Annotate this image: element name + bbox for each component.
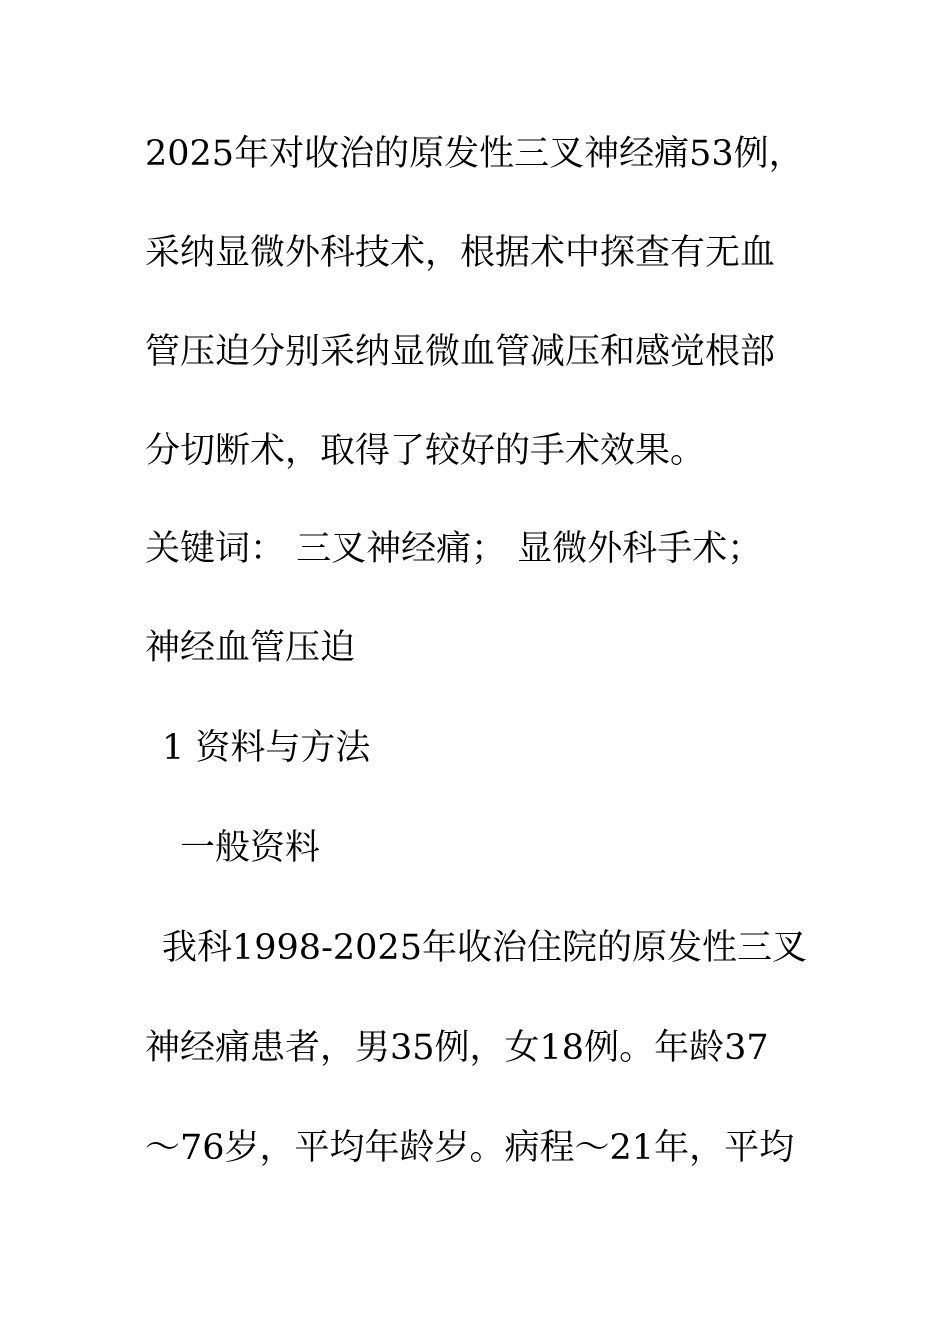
keywords-line: 关键词： 三叉神经痛； 显微外科手术； xyxy=(145,529,763,569)
abstract-line-3: 管压迫分别采纳显微血管减压和感觉根部 xyxy=(145,332,776,372)
body-line-1: 我科1998-2025年收治住院的原发性三叉 xyxy=(162,928,807,968)
section-heading: 1 资料与方法 xyxy=(162,728,371,768)
subsection-heading: 一般资料 xyxy=(180,828,321,868)
keywords-line-continued: 神经血管压迫 xyxy=(145,628,356,668)
body-line-3: ～76岁，平均年龄岁。病程～21年，平均 xyxy=(145,1128,795,1168)
abstract-line-2: 采纳显微外科技术，根据术中探查有无血 xyxy=(145,233,776,273)
abstract-line-1: 2025年对收治的原发性三叉神经痛53例， xyxy=(145,134,804,174)
body-line-2: 神经痛患者，男35例，女18例。年龄37 xyxy=(145,1028,769,1068)
abstract-line-4: 分切断术，取得了较好的手术效果。 xyxy=(145,431,706,471)
